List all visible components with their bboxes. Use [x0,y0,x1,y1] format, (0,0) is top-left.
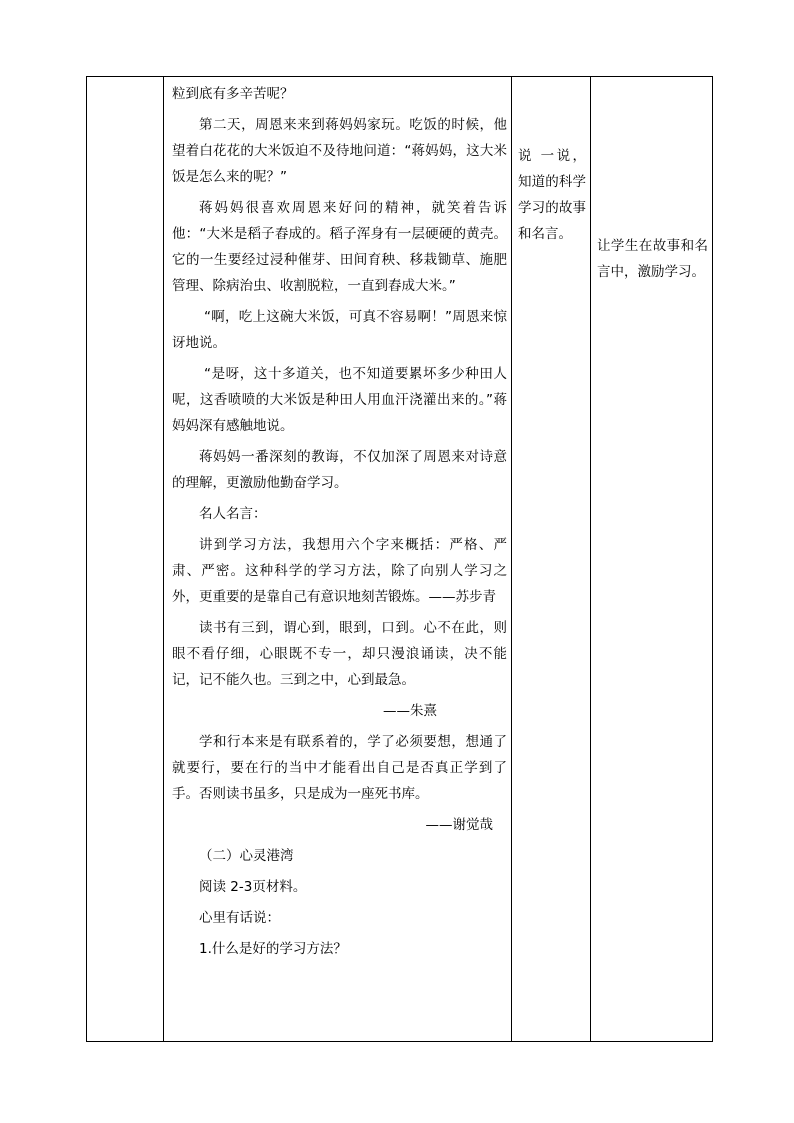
table-row [87,77,713,1042]
story-paragraph-3: “啊，吃上这碗大米饭，可真不容易啊！”周恩来惊讶地说。 [172,309,507,351]
story-paragraph-1: 第二天，周恩来来到蒋妈妈家玩。吃饭的时候，他望着白花花的大米饭迫不及待地问道：“蒋妈妈，这大米饭是怎么来的呢？” [172,117,507,185]
question-1: 1.什么是好的学习方法？ [199,941,347,957]
teaching-content [164,77,511,962]
story-line-0: 粒到底有多辛苦呢？ [172,86,294,102]
lesson-plan-table [86,76,713,1042]
signature-xie-juezai: ——谢觉哉 [425,817,493,833]
reading-instruction: 阅读 2-3页材料。 [199,879,307,895]
quote-su-buqing: 讲到学习方法，我想用六个字来概括：严格、严肃、严密。这种科学的学习方法，除了向别人学习之外，更重要的是靠自己有意识地刻苦锻炼。——苏步青 [172,537,507,605]
prompt-heading: 心里有话说： [199,910,280,926]
signature-zhu-xi: ——朱熹 [383,703,437,719]
teaching-content-cell [164,77,512,1042]
student-activity-text: 说 一说，知道的科学学习的故事和名言。 [518,148,586,242]
story-paragraph-2: 蒋妈妈很喜欢周恩来好问的精神，就笑着告诉他：“大米是稻子舂成的。稻子浑身有一层硬硬的黄壳。它的一生要经过浸种催芽、田间育秧、移栽锄草、施肥管理、除病治虫、收割脱粒，一直到舂成大米。” [172,200,507,294]
story-paragraph-4: “是呀，这十多道关，也不知道要累坏多少种田人呢，这香喷喷的大米饭是种田人用血汗浇灌出来的。”蒋妈妈深有感触地说。 [172,366,507,434]
student-activity-cell [512,77,591,1042]
quote-zhu-xi: 读书有三到，谓心到，眼到，口到。心不在此，则眼不看仔细，心眼既不专一，却只漫浪诵读，决不能记，记不能久也。三到之中，心到最急。 [172,620,507,688]
design-intent-text: 让学生在故事和名言中，激励学习。 [597,238,708,280]
empty-column-cell [87,77,164,1042]
quote-xie-juezai: 学和行本来是有联系着的，学了必须要想，想通了就要行，要在行的当中才能看出自己是否真正学到了手。否则读书虽多，只是成为一座死书库。 [172,734,507,802]
section-heading: （二）心灵港湾 [199,848,294,864]
story-paragraph-5: 蒋妈妈一番深刻的教诲，不仅加深了周恩来对诗意的理解，更激励他勤奋学习。 [172,449,507,491]
quotes-heading: 名人名言： [199,506,267,522]
design-intent-cell [591,77,713,1042]
